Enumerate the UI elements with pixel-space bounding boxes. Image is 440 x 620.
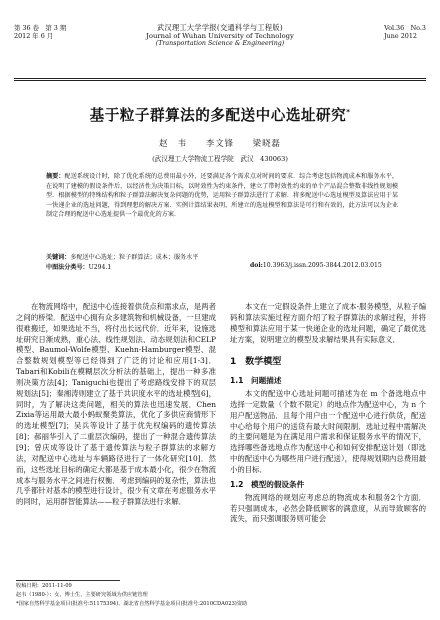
journal-subtitle-en: (Transportation Science & Engineering) [155, 40, 285, 48]
section-heading: 1 数学模型 [230, 357, 282, 368]
volume-issue-en: Vol.36 No.3 [384, 24, 426, 32]
header-right [384, 24, 426, 40]
classification-label: 中图法分类号： [46, 264, 89, 271]
footnote-rule [16, 580, 120, 581]
journal-name-en: Journal of Wuhan University of Technology [146, 32, 294, 41]
journal-name-cn: 武汉理工大学学报(交通科学与工程版) [156, 23, 283, 32]
doi-value: 10.3963/j.issn.2095-3844.2012.03.015 [262, 262, 382, 269]
classification [46, 262, 111, 271]
header-rule-thin [14, 80, 426, 81]
keywords [46, 252, 398, 261]
doi [250, 262, 382, 269]
title-footnote-mark: * [346, 108, 351, 117]
affiliation: (武汉理工大学物流工程学院 武汉 430063) [152, 155, 288, 163]
abstract [46, 172, 398, 220]
assumption-paragraph: 物流网络的规划应考虑总的物流成本和服务2个方面．若只强调成本，必然会降低顾客的满意度，从而导致顾客的流失，而只强调服务则可能会 [230, 492, 426, 524]
footnote-author-bio: 赵韦（1980-）：女，博士生，主要研究领域为供应链管理 [16, 592, 148, 598]
publication-date-en: June 2012 [384, 32, 417, 41]
volume-issue: 第 36 卷 第 3 期 [14, 24, 67, 32]
publication-date: 2012 年 6 月 [14, 32, 54, 41]
journal-name [14, 24, 426, 49]
doi-label: doi: [250, 262, 263, 269]
paper-title: 基于粒子群算法的多配送中心选址研究* [89, 107, 351, 124]
problem-paragraph: 本文的配送中心选址问题可描述为在 m 个备选地点中选择一定数量（个数不限定）的地点作为配送中心，为 n 个用户配送物品．且每个用户由一个配送中心进行供货，配送中心给每个用户的送货有最大时间限制．选址过程中需解决的主要问题是为在满足用户需求和保证服务水平的情况下，选择哪些备选地点作为配送中心和如何安排配送计划（即选中的配送中心为哪些用户进行配送），使得规划期内总费用最小的目标． [230, 389, 426, 474]
keywords-label: 关键词： [46, 254, 71, 261]
abstract-text: 配送系统设计时，除了优化系统的总费用最小外，还要满足各个需求点对时间的要求．综合考虑包括物流成本和服务水平，在说明了建模的假设条件后，以经济性为决策目标，以时效性为约束条件，建立了带时效性约束的单个产品混合整数非线性规划模型．根据模型的特殊结构和粒子群算法解决复杂问题的优势，运用粒子群算法进行了求解．将多配送中心选址模型及算法应用于某一快递企业的选址问题，得到理想的解决方案．实例计算结果表明，所建立的选址模型和算法是可行和有效的，此方法可以为企业制定合理的配送中心选址提供一个最优化的方案． [46, 173, 398, 219]
intro-paragraph-2: 本文在一定假设条件上建立了成本-服务模型，从粒子编码和算法实施过程方面介绍了粒子群算法的求解过程，并将模型和算法应用于某一快递企业的选址问题，确定了最优选址方案，说明建立的模型及求解结果具有实际意义． [230, 302, 426, 344]
footnote-fund: *国家自然科学基金项目(批准号:51175394)、湖北省自然科学基金项目(批准号:2010CDA023)资助 [16, 601, 248, 607]
running-header [14, 24, 426, 80]
header-rule [14, 78, 426, 79]
subsection-heading: 1.1 问题描述 [230, 376, 282, 386]
subsection-heading-2: 1.2 模型的假设条件 [230, 479, 305, 489]
classification-value: U294.1 [88, 264, 112, 271]
left-column [16, 302, 216, 508]
right-column [230, 302, 426, 525]
abstract-label: 摘要： [46, 173, 65, 180]
intro-paragraph: 在物流网络中，配送中心连接着供货点和需求点，是两者之间的桥梁．配送中心拥有众多建筑物和机械设备，一旦建成很难搬迁，如果选址不当，将付出长远代价．近年来，设施选址研究日渐成熟，重心法、线性规划法、动态规划法和CELP模型、Baumol-Wolfe模型、Kuehn-Hamburger模型、混合整数规划模型等已经得到了广泛的讨论和应用[1-3]．Tabari和Kobili在模糊层次分析法的基础上，提出一种多准则决策方法[4]；Taniguchi也提出了考虑路线安排下的双层规划法[5]；秦湘涛则建立了基于共识度水平的选址模型[6]，同时，为了解决这类问题，相关的算法也迅速发展．Chen Zixia等运用最大最小蚂蚁聚类算法，优化了多供应商情形下的选址模型[7]；吴兵等设计了基于优先权编码的遗传算法[8]；郝丽华引入了二重层次编码，提出了一种混合遗传算法[9]；曾庆成等设计了基于遗传算法与粒子群算法的求解方法，对配送中心选址与车辆路径进行了一体化研究[10]．然而，这些选址目标的确定大都是基于成本最小化，很少在物流成本与服务水平之间进行权衡．考虑到编码的复杂性，算法也几乎都针对基本的模型进行设计，很少有文章在考虑服务水平的同时，运用群智能算法——粒子群算法进行求解． [16, 302, 216, 507]
footnote-received: 收稿日期：2011-11-09 [16, 583, 72, 589]
authors: 赵 韦 李文锋 梁晓磊 [159, 138, 281, 148]
keywords-text: 多配送中心选址；粒子群算法；成本；服务水平 [70, 254, 199, 261]
